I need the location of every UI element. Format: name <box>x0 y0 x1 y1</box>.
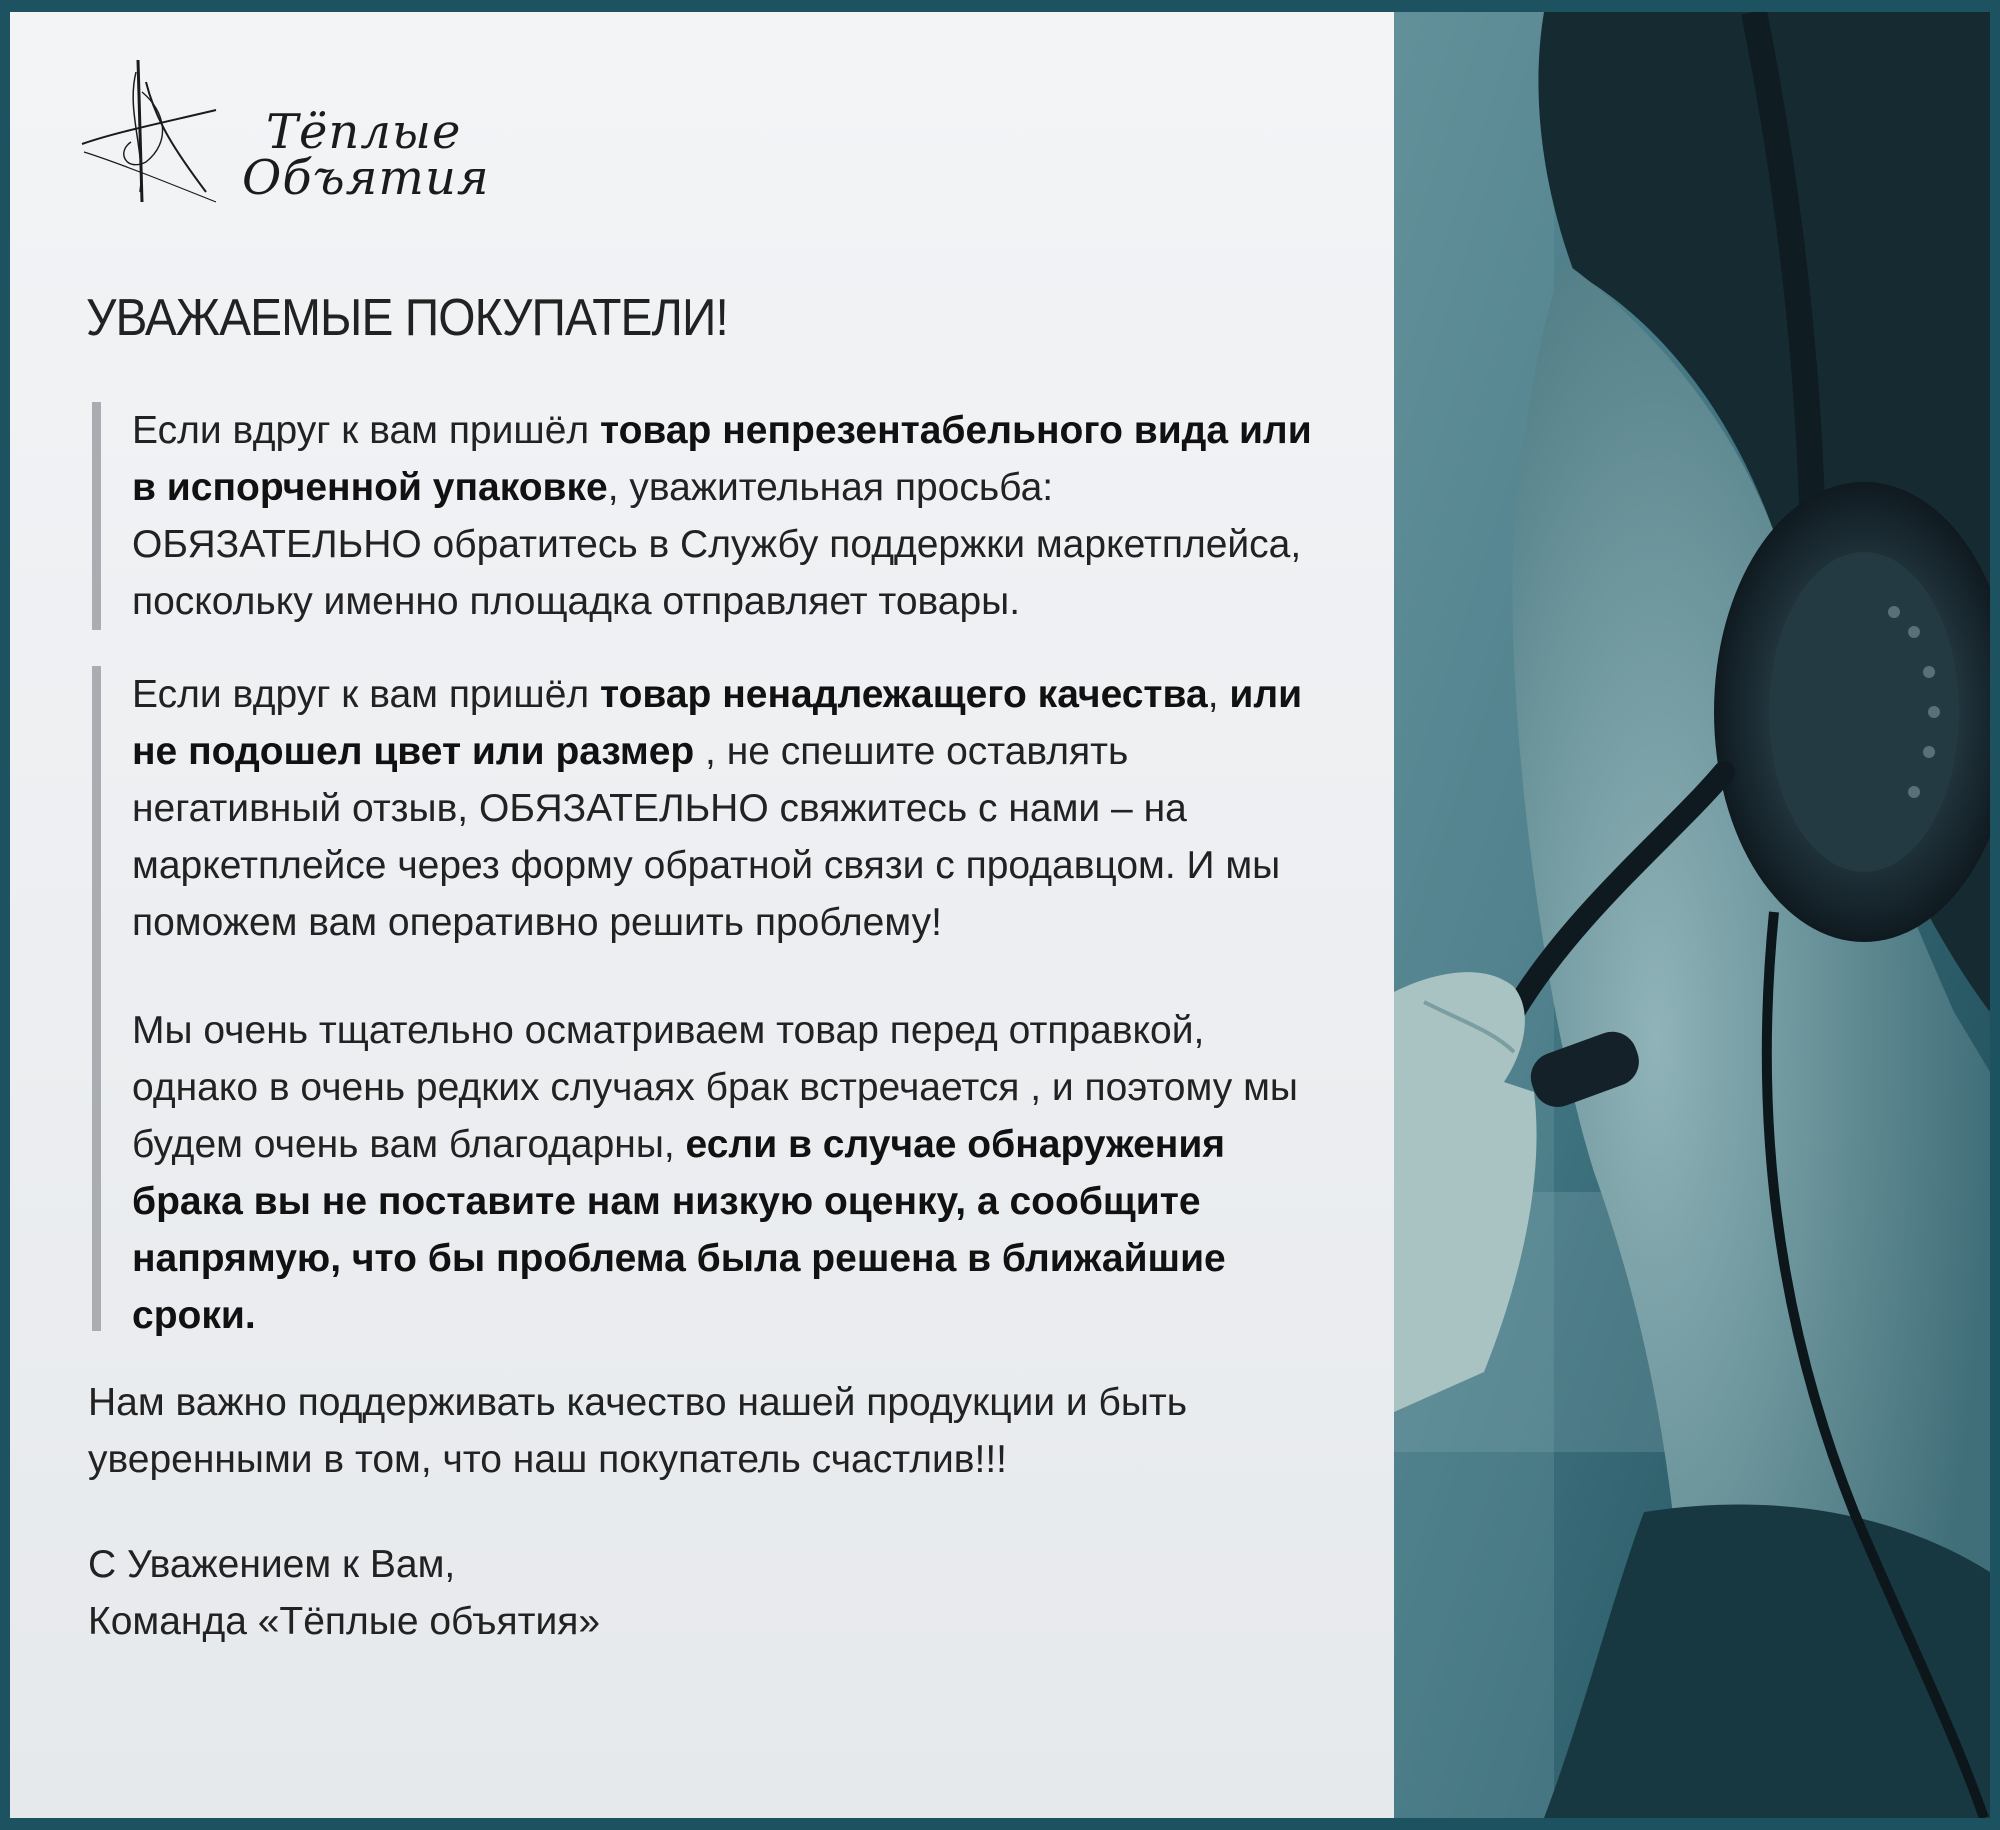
paragraph-closing: Нам важно поддерживать качество нашей продукции и быть уверенными в том, что наш покупатель счастлив!!! <box>88 1381 1188 1481</box>
paragraph-packaging: Если вдруг к вам пришёл товар непрезентабельного вида или в испорченной упаковке, уважительная просьба: ОБЯЗАТЕЛЬНО обратитесь в Службу поддержки маркетплейса, поскольку именно площадка отправляет товары. <box>92 402 1372 630</box>
quote-bar <box>92 402 101 630</box>
message-panel <box>10 12 1394 1818</box>
signature: С Уважением к Вам, Команда «Тёплые объятия» <box>88 1543 601 1643</box>
page-title: УВАЖАЕМЫЕ ПОКУПАТЕЛИ! <box>86 289 728 347</box>
needle-thread-logo-icon <box>76 52 226 212</box>
paragraph-quality: Если вдруг к вам пришёл товар ненадлежащего качества, или не подошел цвет или размер , не спешите оставлять негативный отзыв, ОБЯЗАТЕЛЬНО свяжитесь с нами – на маркетплейсе через форму обратной связи с продавцом. И мы поможем вам оперативно решить проблему! <box>92 666 1352 951</box>
headset-operator-image <box>1394 12 1990 1818</box>
paragraph-inspection: Мы очень тщательно осматриваем товар перед отправкой, однако в очень редких случаях брак встречается , и поэтому мы будем очень вам благодарны, если в случае обнаружения брака вы не поставите нам низкую оценку, а сообщите напрямую, что бы проблема была решена в ближайшие сроки. <box>132 1009 1298 1337</box>
logo-text-line2: Объятия <box>242 150 490 206</box>
logo-text-line1: Тёплые <box>266 104 462 160</box>
support-operator-photo <box>1394 12 1990 1818</box>
brand-logo <box>76 52 496 222</box>
